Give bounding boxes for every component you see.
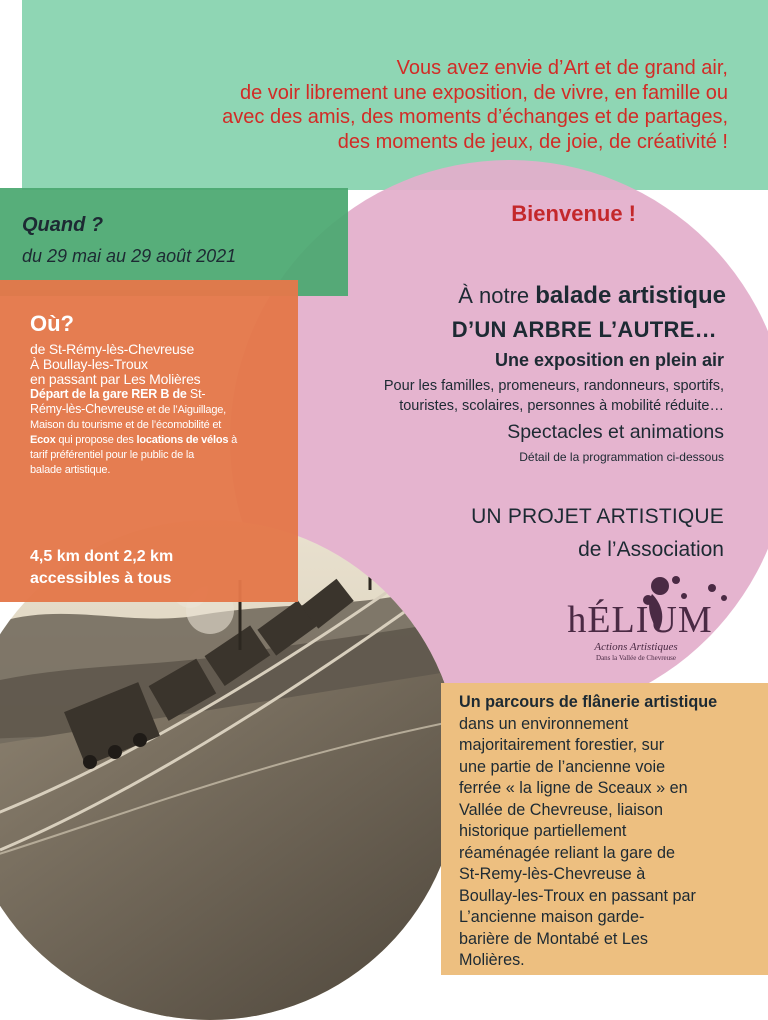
audience-text (300, 376, 724, 416)
program-detail-note: Détail de la programmation ci-dessous (519, 450, 724, 464)
preferential-rate: tarif préférentiel pour le public de la (30, 449, 195, 461)
audience-line: Pour les familles, promeneurs, randonneurs, sportifs, (383, 378, 724, 394)
bike-rental-end: à (228, 434, 238, 446)
departure-line (30, 387, 292, 402)
bike-rental-highlight: locations de vélos (136, 434, 229, 446)
when-heading: Quand ? (22, 214, 104, 236)
where-details (30, 342, 292, 478)
intro-line: des moments de jeux, de joie, de créativité ! (337, 130, 728, 153)
audience-line: touristes, scolaires, personnes à mobilité réduite… (399, 398, 724, 414)
event-dates: du 29 mai au 29 août 2021 (22, 246, 237, 266)
distance-info (30, 546, 292, 590)
logo-wordmark: hÉLIUM (567, 599, 713, 641)
route-line: réaménagée reliant la gare de (459, 843, 675, 862)
association-label: de l’Association (578, 538, 724, 561)
route-line: historique partiellement (459, 822, 627, 840)
route-title (459, 692, 759, 714)
route-line: Molières. (459, 951, 525, 969)
logo-tagline: Actions Artistiques (594, 641, 678, 653)
route-line: barière de Montabé et Les (459, 929, 648, 948)
route-line: Vallée de Chevreuse, liaison (459, 800, 663, 819)
station-rest: et de l’Aiguillage, (143, 404, 227, 416)
intro-line: Vous avez envie d’Art et de grand air, (396, 57, 728, 79)
accessibility-line: accessibles à tous (30, 570, 172, 587)
departure-rest: St- (186, 387, 206, 401)
bike-rental-text: qui propose des (55, 434, 137, 446)
route-line: Boullay-les-Troux en passant par (459, 886, 696, 905)
walk-title (300, 282, 726, 310)
helium-logo (540, 574, 740, 674)
intro-paragraph (40, 56, 728, 154)
route-line: dans un environnement (459, 714, 629, 733)
event-name: D’UN ARBRE L’AUTRE… (451, 317, 717, 342)
where-heading: Où? (30, 311, 74, 336)
route-description (459, 692, 759, 972)
bike-rental-line (30, 433, 292, 448)
welcome-heading: Bienvenue ! (511, 201, 636, 226)
route-line: majoritairement forestier, sur (459, 736, 665, 754)
ecox-name: Ecox (30, 434, 56, 446)
route-end: À Boullay-les-Troux (30, 356, 148, 372)
route-line: une partie de l’ancienne voie (459, 757, 666, 776)
distance-line: 4,5 km dont 2,2 km (30, 548, 174, 565)
project-heading: UN PROJET ARTISTIQUE (471, 505, 724, 528)
walk-title-prefix: À notre (458, 283, 536, 308)
logo-subtagline: Dans la Vallée de Chevreuse (596, 654, 676, 662)
tourism-office: Maison du tourisme et de l’écomobilité et (30, 419, 222, 431)
shows-heading: Spectacles et animations (507, 421, 724, 443)
route-line: St-Remy-lès-Chevreuse à (459, 865, 646, 883)
route-line: L’ancienne maison garde- (459, 908, 645, 926)
route-line: ferrée « la ligne de Sceaux » en (459, 779, 688, 797)
walk-title-bold: balade artistique (535, 282, 726, 309)
intro-line: avec des amis, des moments d’échanges et de partages, (222, 106, 728, 128)
route-title-bold: Un parcours de flânerie artistique (459, 693, 718, 711)
intro-line: de voir librement une exposition, de vivre, en famille ou (239, 81, 728, 104)
route-start: de St-Rémy-lès-Chevreuse (30, 341, 195, 357)
exhibition-subtitle: Une exposition en plein air (494, 350, 724, 370)
route-via: en passant par Les Molières (30, 371, 201, 387)
station-name: Rémy-lès-Chevreuse (30, 402, 144, 416)
departure-line-2 (30, 402, 292, 418)
departure-label: Départ de la gare RER B de (30, 387, 187, 401)
preferential-rate-end: balade artistique. (30, 464, 111, 476)
